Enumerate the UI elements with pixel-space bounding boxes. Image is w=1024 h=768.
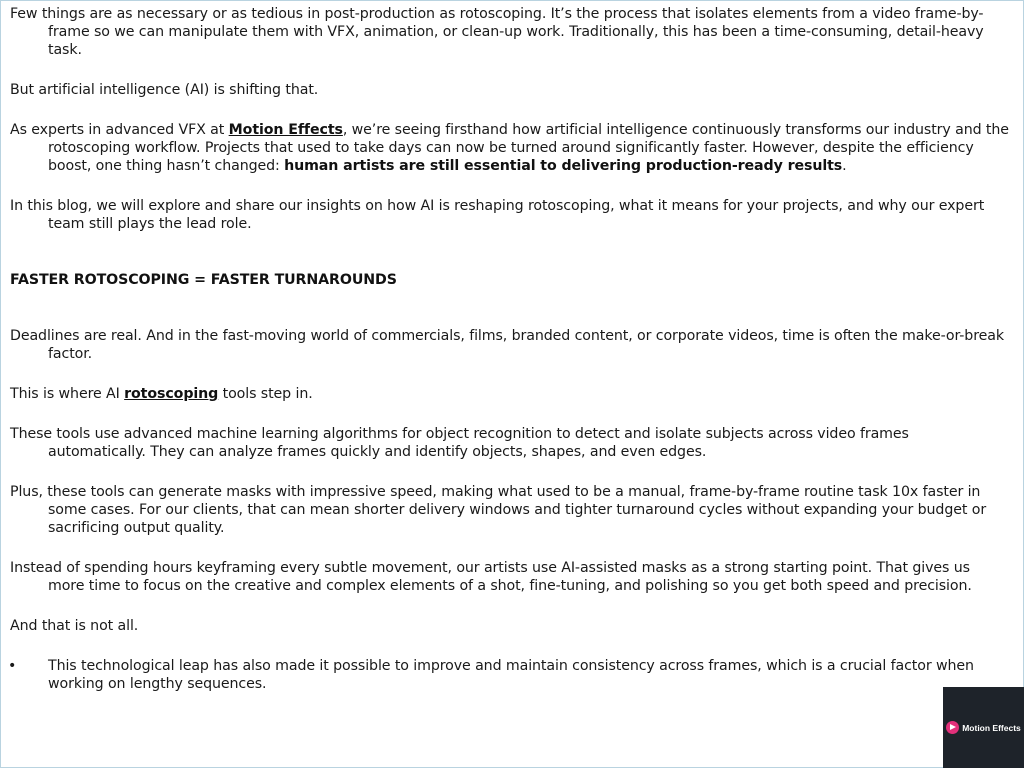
rotoscoping-link[interactable]: rotoscoping bbox=[124, 386, 219, 402]
paragraph-tools-text-start: This is where AI bbox=[10, 386, 125, 402]
paragraph-blog-intro bbox=[10, 197, 1010, 233]
motion-effects-badge[interactable] bbox=[943, 687, 1024, 768]
paragraph-deadlines bbox=[10, 327, 1010, 363]
paragraph-intro-text: Few things are as necessary or as tedious in post-production as rotoscoping. It’s the process that isolates elements from a video frame-by-frame so we can manipulate them with VFX, animation, or clean-up work. Traditionally, this has been a time-consuming, detail-heavy task. bbox=[10, 6, 984, 58]
paragraph-intro bbox=[10, 5, 1010, 59]
paragraph-tools-text-end: tools step in. bbox=[218, 386, 313, 402]
paragraph-mask-speed bbox=[10, 483, 1010, 537]
paragraph-keyframing bbox=[10, 559, 1010, 595]
paragraph-keyframing-text: Instead of spending hours keyframing every subtle movement, our artists use AI-assisted masks as a strong starting point. That gives us more time to focus on the creative and complex elements of a shot, fine-tuning, and polishing so you get both speed and precision. bbox=[10, 560, 972, 594]
section-heading: FASTER ROTOSCOPING = FASTER TURNAROUNDS bbox=[10, 272, 397, 288]
paragraph-mask-speed-text: Plus, these tools can generate masks with impressive speed, making what used to be a manual, frame-by-frame routine task 10x faster in some cases. For our clients, that can mean shorter delivery windows and tighter turnaround cycles without expanding your budget or sacrificing output quality. bbox=[10, 484, 987, 536]
bullet-item bbox=[10, 657, 1010, 693]
paragraph-ml-algorithms bbox=[10, 425, 1010, 461]
paragraph-experts-text-start: As experts in advanced VFX at bbox=[10, 122, 229, 138]
paragraph-deadlines-text: Deadlines are real. And in the fast-moving world of commercials, films, branded content, or corporate videos, time is often the make-or-break factor. bbox=[10, 328, 1004, 362]
paragraph-not-all bbox=[10, 617, 1010, 635]
paragraph-experts bbox=[10, 121, 1010, 175]
paragraph-experts-text-end: . bbox=[842, 158, 847, 174]
paragraph-not-all-text: And that is not all. bbox=[10, 618, 139, 634]
paragraph-ml-algorithms-text: These tools use advanced machine learning algorithms for object recognition to detect and isolate subjects across video frames automatically. They can analyze frames quickly and identify objects, shapes, and even edges. bbox=[10, 426, 909, 460]
paragraph-ai-shift-text: But artificial intelligence (AI) is shifting that. bbox=[10, 82, 319, 98]
paragraph-ai-shift bbox=[10, 81, 1010, 99]
paragraph-blog-intro-text: In this blog, we will explore and share our insights on how AI is reshaping rotoscoping, what it means for your projects, and why our expert team still plays the lead role. bbox=[10, 198, 985, 232]
badge-label: Motion Effects bbox=[962, 722, 1021, 733]
play-logo-icon bbox=[946, 721, 959, 734]
paragraph-experts-text-middle: , we’re seeing firsthand how artificial intelligence continuously transforms our industry and the rotoscoping workflow. Projects that used to take days can now be turned around significantly faster. However, despite the efficiency boost, one thing hasn’t changed: bbox=[48, 122, 1009, 174]
motion-effects-link[interactable]: Motion Effects bbox=[228, 122, 343, 138]
article-body bbox=[10, 5, 1010, 693]
paragraph-experts-emphasis: human artists are still essential to delivering production-ready results bbox=[284, 158, 843, 174]
paragraph-tools-step-in bbox=[10, 385, 1010, 403]
bullet-item-text: This technological leap has also made it possible to improve and maintain consistency across frames, which is a crucial factor when working on lengthy sequences. bbox=[48, 658, 974, 692]
bullet-marker: • bbox=[8, 658, 17, 674]
